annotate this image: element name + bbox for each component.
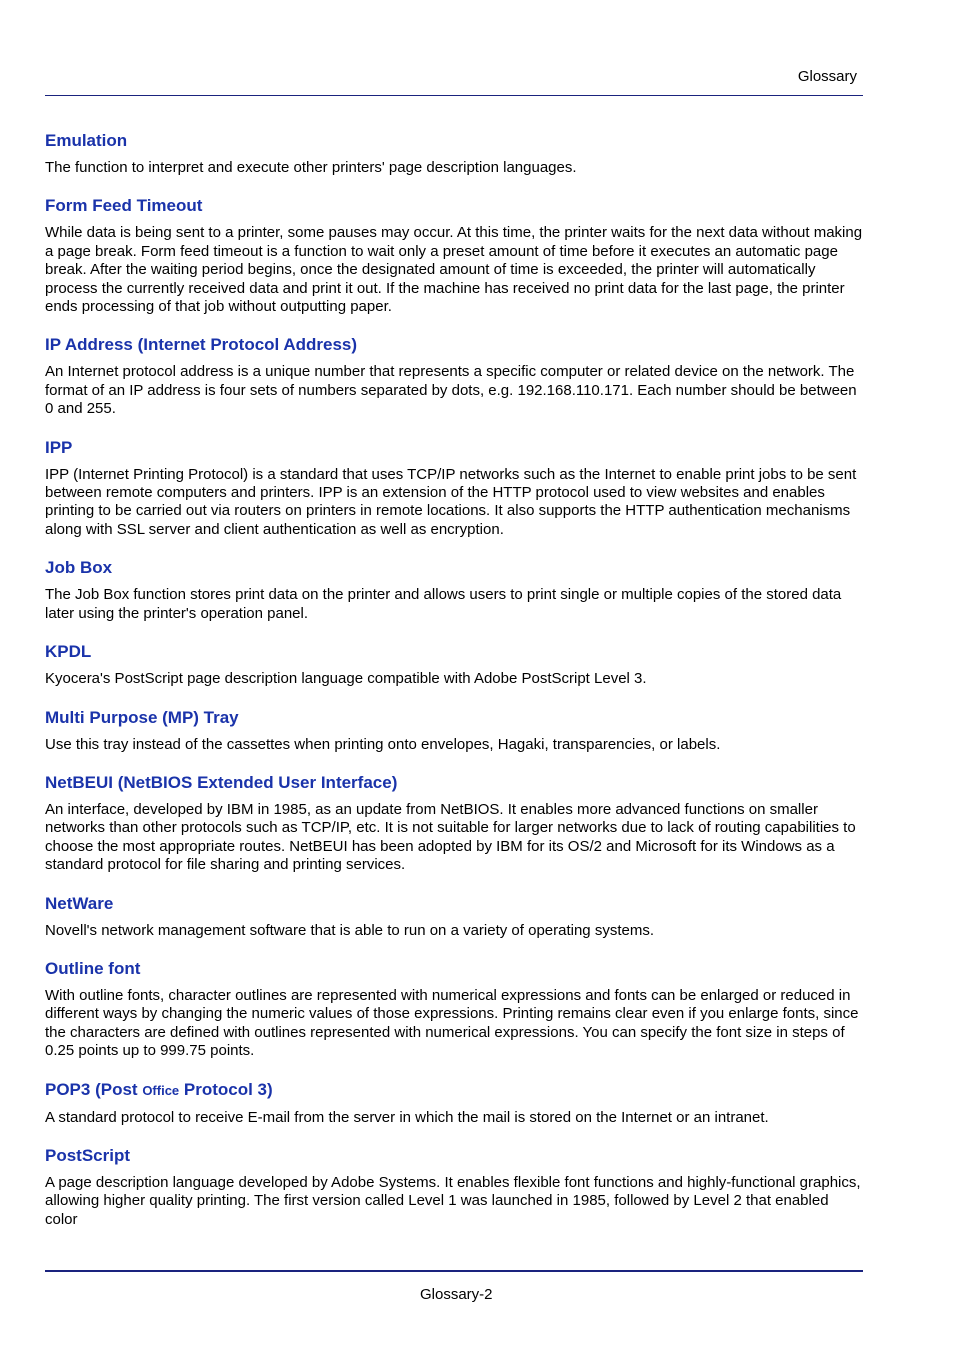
glossary-entry (45, 335, 863, 418)
glossary-definition: A standard protocol to receive E-mail from the server in which the mail is stored on the Internet or an intranet. (45, 1108, 769, 1126)
glossary-entry (45, 558, 863, 623)
running-header: Glossary (797, 68, 857, 85)
glossary-definition: The Job Box function stores print data on the printer and allows users to print single or multiple copies of the stored data later using the printer's operation panel. (45, 586, 842, 622)
glossary-entry (45, 1146, 863, 1229)
glossary-term: IPP (45, 437, 73, 457)
term-small-word: Office (142, 1082, 180, 1098)
glossary-entry (45, 131, 863, 177)
glossary-definition: Kyocera's PostScript page description language compatible with Adobe PostScript Level 3. (45, 670, 647, 688)
glossary-definition: The function to interpret and execute other printers' page description languages. (45, 159, 577, 176)
glossary-entry (45, 894, 863, 940)
glossary-definition: Use this tray instead of the cassettes when printing onto envelopes, Hagaki, transparencies, or labels. (45, 735, 721, 753)
glossary-definition: Novell's network management software that is able to run on a variety of operating systems. (45, 921, 654, 939)
header-rule (45, 95, 863, 96)
glossary-entry (45, 642, 863, 688)
page-number: Glossary-2 (420, 1286, 493, 1303)
glossary-term: NetBEUI (NetBIOS Extended User Interface) (45, 772, 398, 792)
glossary-definition: IPP (Internet Printing Protocol) is a standard that uses TCP/IP networks such as the Internet to enable print jobs to be sent between remote computers and printers. IPP is an extension of the HTTP protocol used to view websites and enables printing to be carried out via routers on printers in remote locations. It also supports the HTTP authentication mechanisms along with SSL server and client authentication as well as encryption. (45, 465, 857, 538)
glossary-term: Job Box (45, 558, 113, 578)
glossary-entry (45, 773, 863, 875)
glossary-entry (45, 438, 863, 540)
glossary-definition: An Internet protocol address is a unique number that represents a specific computer or related device on the network. The format of an IP address is four sets of numbers separated by dots, e.g. 192.168.110.171. Each number should be between 0 and 255. (45, 363, 857, 418)
glossary-entry (45, 1080, 863, 1127)
glossary-term: PostScript (45, 1145, 131, 1165)
glossary-term (45, 1080, 863, 1101)
glossary-term: Multi Purpose (MP) Tray (45, 707, 239, 727)
glossary-entry (45, 196, 863, 316)
term-suffix: Protocol 3) (179, 1079, 273, 1099)
glossary-term: NetWare (45, 893, 114, 913)
footer-rule (45, 1270, 863, 1272)
glossary-term: Emulation (45, 131, 128, 150)
glossary-content (45, 131, 863, 1248)
glossary-term: Form Feed Timeout (45, 196, 203, 216)
glossary-entry (45, 708, 863, 754)
glossary-definition: With outline fonts, character outlines are represented with numerical expressions and fonts can be enlarged or reduced in different ways by changing the numeric values of those expressions. Printing remains clear even if you enlarge fonts, since the characters are defined with outlines represented with numerical expressions. You can specify the font size in steps of 0.25 points up to 999.75 points. (45, 986, 859, 1060)
glossary-term: Outline font (45, 958, 141, 978)
glossary-definition: An interface, developed by IBM in 1985, as an update from NetBIOS. It enables more advanced functions on smaller networks than other protocols such as TCP/IP, etc. It is not suitable for larger networks due to lack of routing capabilities to choose the most appropriate routes. NetBEUI has been adopted by IBM for its OS/2 and Microsoft for its Windows as a standard protocol for file sharing and printing services. (45, 800, 856, 874)
term-prefix: POP3 (Post (45, 1079, 143, 1099)
glossary-term: IP Address (Internet Protocol Address) (45, 335, 358, 355)
glossary-entry (45, 959, 863, 1061)
glossary-definition: A page description language developed by Adobe Systems. It enables flexible font functions and highly-functional graphics, allowing higher quality printing. The first version called Level 1 was launched in 1985, followed by Level 2 that enabled color (45, 1173, 861, 1228)
glossary-term: KPDL (45, 642, 92, 662)
glossary-definition: While data is being sent to a printer, some pauses may occur. At this time, the printer waits for the next data without making a page break. Form feed timeout is a function to wait only a preset amount of time before it executes an automatic page break. After the waiting period begins, once the designated amount of time is exceeded, the printer will automatically process the currently received data and print it out. If the machine has received no print data for the last page, the printer ends processing of that job without outputting paper. (45, 224, 863, 316)
